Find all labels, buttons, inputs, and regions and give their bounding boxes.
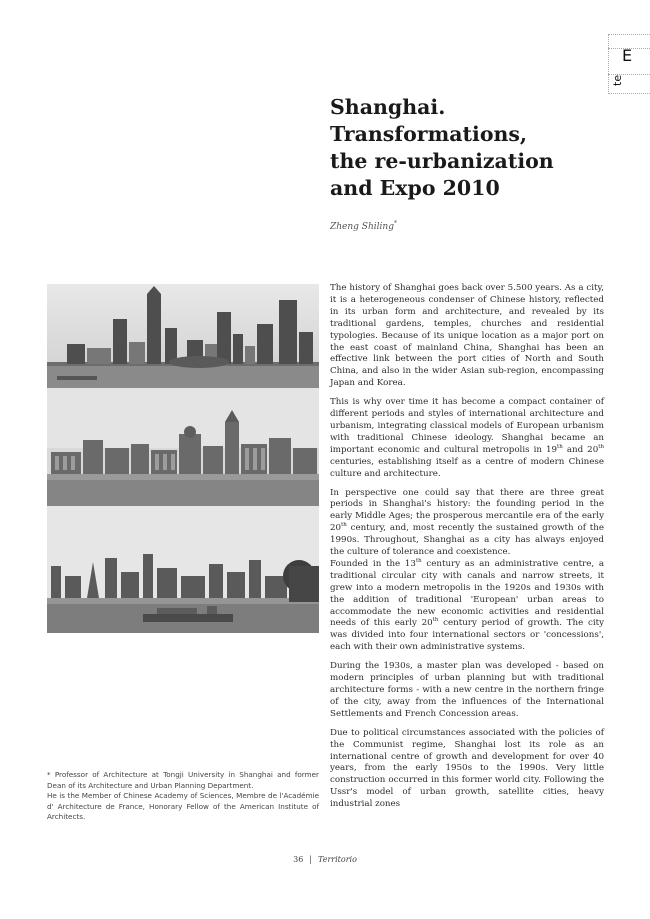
photo-column: [47, 284, 319, 633]
logo-letter: E: [622, 46, 633, 65]
skyline-modern-photo: [47, 284, 319, 388]
article-title: [330, 94, 620, 202]
title-line: the re-urbanization: [330, 149, 554, 173]
body-paragraph: During the 1930s, a master plan was developed - based on modern principles of urban planning but with traditional architecture forms - with a new centre in the northern fringe of the city, away from the influences of the International Settlements and French Concession areas.: [330, 661, 604, 719]
body-paragraph: The history of Shanghai goes back over 5.500 years. As a city, it is a heterogeneous condenser of Chinese history, reflected in its urban form and architecture, and revealed by its traditional gardens, temples, churches and residential typologies. Because of its unique location as a major port on the east coast of mainland China, Shanghai has been an effective link between the port cities of North and South China, and also in the wider Asian sub-region, encompassing Japan and Korea.: [330, 283, 604, 389]
logo-letters: te: [611, 74, 624, 86]
body-paragraph: This is why over time it has become a compact container of different periods and styles of international architecture and urbanism, integrating classical models of European urbanism with traditional Chinese ideology. Shanghai became an important economic and cultural metropolis in 19th and 20th centuries, establishing itself as a centre of modern Chinese culture and architecture.: [330, 397, 604, 479]
title-line: Transformations,: [330, 122, 528, 146]
footnote-line: * Professor of Architecture at Tongji University in Shanghai and former Dean of its Architecture and Urban Planning Department.: [47, 770, 319, 790]
journal-name: Territorio: [318, 855, 357, 864]
author-name: Zheng Shiling: [330, 222, 394, 232]
title-line: Shanghai.: [330, 95, 446, 119]
author-footnote: [47, 770, 319, 823]
title-line: and Expo 2010: [330, 176, 500, 200]
riverfront-towers-photo: [47, 506, 319, 633]
author-byline: [330, 220, 397, 232]
body-paragraph: In perspective one could say that there are three great periods in Shanghai's history: the founding period in the early Middle Ages; the prosperous mercantile era of the early 20th century, and, most recently the sustained growth of the 1990s. Throughout, Shanghai as a city has always enjoyed the culture of tolerance and coexistence.: [330, 487, 604, 558]
body-paragraph: Founded in the 13th century as an administrative centre, a traditional circular city with canals and narrow streets, it grew into a modern metropolis in the 1920s and 1930s with the addition of traditional 'European' urban areas to accommodate the new economic activities and residential needs of this early 20th century period of growth. The city was divided into four international sectors or 'concessions', each with their own administrative systems.: [330, 558, 604, 653]
article-body: [330, 283, 604, 818]
bund-waterfront-photo: [47, 388, 319, 506]
footnote-line: He is the Member of Chinese Academy of Sciences, Membre de l'Académie d' Architecture de France, Honorary Fellow of the American Institute of Architects.: [47, 791, 319, 822]
page-number: 36: [293, 855, 304, 864]
body-paragraph: Due to political circumstances associated with the policies of the Communist regime, Shanghai lost its role as an international centre of growth and development for over 40 years, from the early 1950s to the 1990s. Very little construction occurred in this former world city. Following the Ussr's model of urban growth, satellite cities, heavy industrial zones: [330, 727, 604, 810]
page-footer: [0, 855, 650, 864]
journal-logo: [608, 34, 650, 94]
author-footnote-mark: *: [393, 220, 397, 227]
footer-separator: |: [309, 855, 312, 864]
